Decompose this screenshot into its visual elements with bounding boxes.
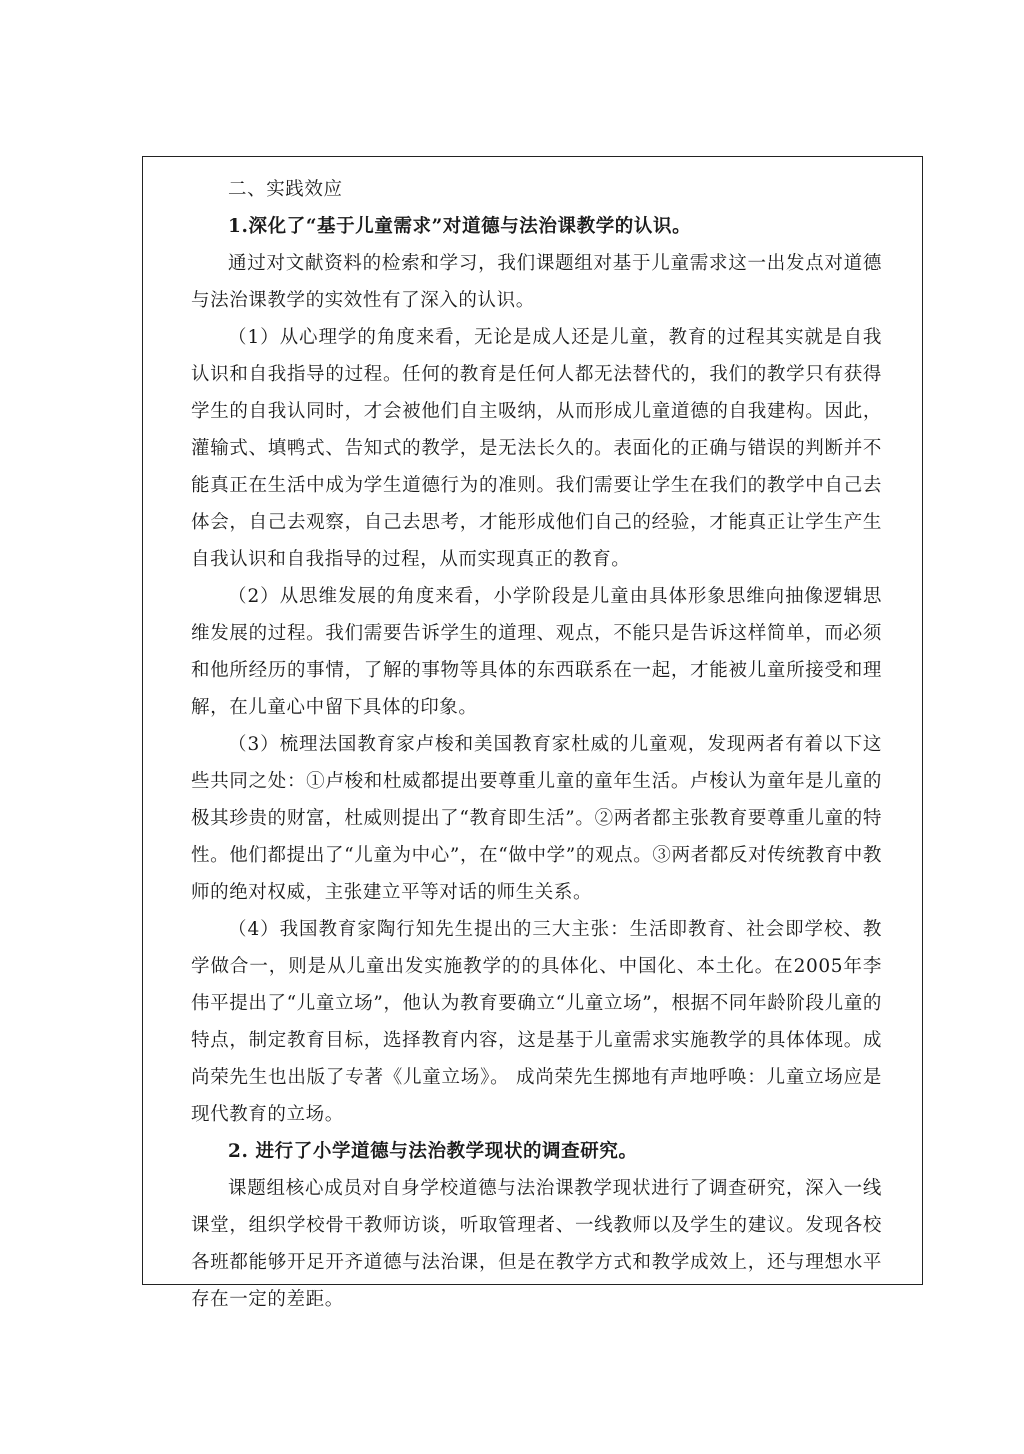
subsection-1-title: 1.深化了“基于儿童需求”对道德与法治课教学的认识。 bbox=[228, 216, 692, 237]
subsection-2-title: 2. 进行了小学道德与法治教学现状的调查研究。 bbox=[228, 1141, 638, 1162]
point-4-paragraph: （4）我国教育家陶行知先生提出的三大主张：生活即教育、社会即学校、教学做合一，则是从儿童出发实施教学的的具体化、中国化、本土化。在2005年李伟平提出了“儿童立场”，他认为教育要确立“儿童立场”，根据不同年龄阶段儿童的特点，制定教育目标，选择教育内容，这是基于儿童需求实施教学的具体体现。成尚荣先生也出版了专著《儿童立场》。 成尚荣先生掷地有声地呼唤：儿童立场应是现代教育的立场。 bbox=[191, 919, 882, 1125]
survey-paragraph: 课题组核心成员对自身学校道德与法治课教学现状进行了调查研究，深入一线课堂，组织学校骨干教师访谈，听取管理者、一线教师以及学生的建议。发现各校各班都能够开足开齐道德与法治课，但是在教学方式和教学成效上，还与理想水平存在一定的差距。 bbox=[191, 1178, 882, 1310]
point-2-paragraph: （2）从思维发展的角度来看，小学阶段是儿童由具体形象思维向抽像逻辑思维发展的过程。我们需要告诉学生的道理、观点，不能只是告诉这样简单，而必须和他所经历的事情，了解的事物等具体的东西联系在一起，才能被儿童所接受和理解，在儿童心中留下具体的印象。 bbox=[191, 586, 882, 718]
point-1-paragraph: （1）从心理学的角度来看，无论是成人还是儿童，教育的过程其实就是自我认识和自我指导的过程。任何的教育是任何人都无法替代的，我们的教学只有获得学生的自我认同时，才会被他们自主吸纳，从而形成儿童道德的自我建构。因此，灌输式、填鸭式、告知式的教学，是无法长久的。表面化的正确与错误的判断并不能真正在生活中成为学生道德行为的准则。我们需要让学生在我们的教学中自己去体会，自己去观察，自己去思考，才能形成他们自己的经验，才能真正让学生产生自我认识和自我指导的过程，从而实现真正的教育。 bbox=[191, 327, 882, 570]
section-title: 二、实践效应 bbox=[228, 179, 343, 200]
document-content bbox=[191, 171, 882, 1318]
intro-paragraph: 通过对文献资料的检索和学习，我们课题组对基于儿童需求这一出发点对道德与法治课教学的实效性有了深入的认识。 bbox=[191, 253, 882, 311]
point-3-paragraph: （3）梳理法国教育家卢梭和美国教育家杜威的儿童观，发现两者有着以下这些共同之处：①卢梭和杜威都提出要尊重儿童的童年生活。卢梭认为童年是儿童的极其珍贵的财富，杜威则提出了“教育即生活”。②两者都主张教育要尊重儿童的特性。他们都提出了“儿童为中心”，在“做中学”的观点。③两者都反对传统教育中教师的绝对权威，主张建立平等对话的师生关系。 bbox=[191, 734, 882, 903]
document-frame bbox=[142, 156, 923, 1310]
